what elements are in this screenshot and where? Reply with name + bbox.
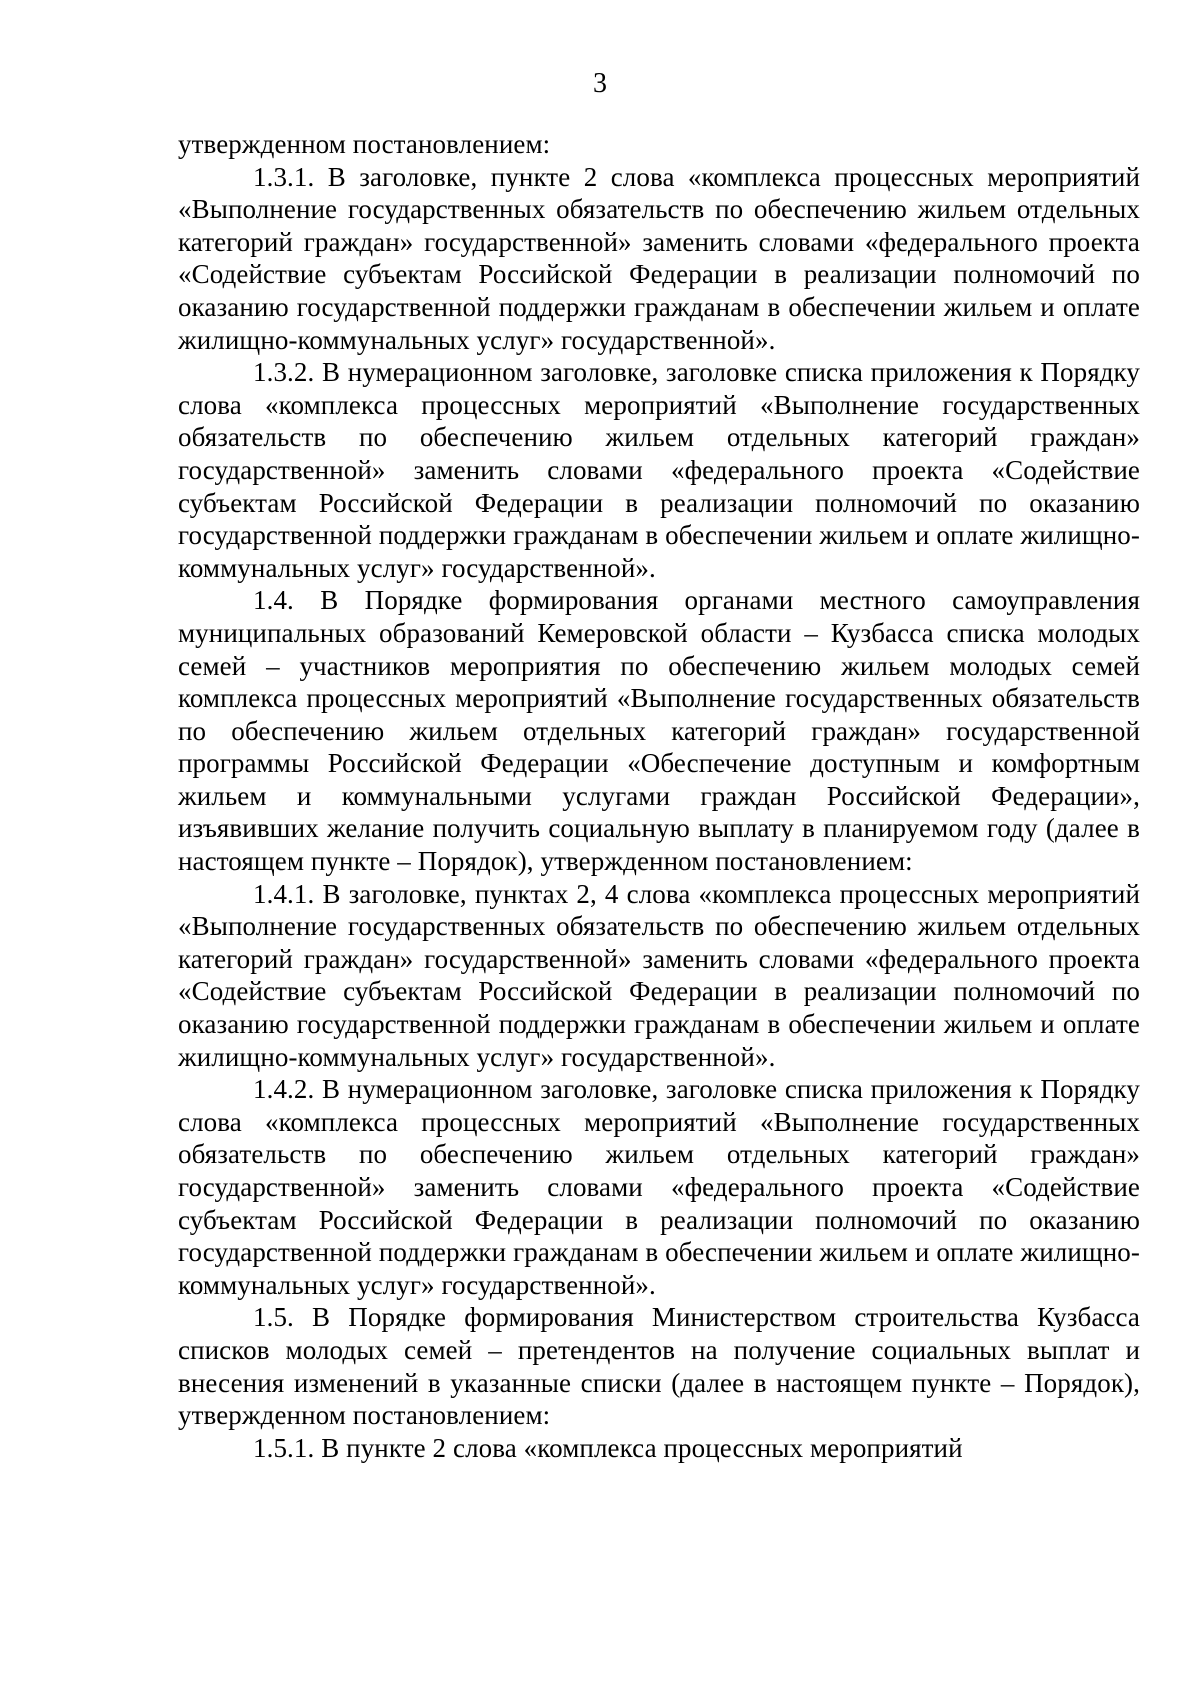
paragraph-1-4-1: 1.4.1. В заголовке, пунктах 2, 4 слова «комплекса процессных мероприятий «Выполнение государственных обязательств по обеспечению жильем отдельных категорий граждан» государственной» заменить словами «федерального проекта «Содействие субъектам Российской Федерации в реализации полномочий по оказанию государственной поддержки гражданам в обеспечении жильем и оплате жилищно-коммунальных услуг» государственной».: [178, 878, 1140, 1072]
document-body: [178, 128, 1140, 1464]
paragraph-continuation: утвержденном постановлением:: [178, 129, 551, 159]
paragraph-1-5-1: 1.5.1. В пункте 2 слова «комплекса процессных мероприятий: [253, 1432, 963, 1463]
paragraph-1-4-2: 1.4.2. В нумерационном заголовке, заголовке списка приложения к Порядку слова «комплекса процессных мероприятий «Выполнение государственных обязательств по обеспечению жильем отдельных категорий граждан» государственной» заменить словами «федерального проекта «Содействие субъектам Российской Федерации в реализации полномочий по оказанию государственной поддержки гражданам в обеспечении жильем и оплате жилищно-коммунальных услуг» государственной».: [178, 1074, 1140, 1300]
paragraph-1-4: 1.4. В Порядке формирования органами местного самоуправления муниципальных образований Кемеровской области – Кузбасса списка молодых семей – участников мероприятия по обеспечению жильем молодых семей комплекса процессных мероприятий «Выполнение государственных обязательств по обеспечению жильем отдельных категорий граждан» государственной программы Российской Федерации «Обеспечение доступным и комфортным жильем и коммунальными услугами граждан Российской Федерации», изъявивших желание получить социальную выплату в планируемом году (далее в настоящем пункте – Порядок), утвержденном постановлением:: [178, 585, 1140, 877]
paragraph-1-3-2: 1.3.2. В нумерационном заголовке, заголовке списка приложения к Порядку слова «комплекса процессных мероприятий «Выполнение государственных обязательств по обеспечению жильем отдельных категорий граждан» государственной» заменить словами «федерального проекта «Содействие субъектам Российской Федерации в реализации полномочий по оказанию государственной поддержки гражданам в обеспечении жильем и оплате жилищно-коммунальных услуг» государственной».: [178, 357, 1140, 583]
page-number: 3: [593, 68, 607, 99]
paragraph-1-3-1: 1.3.1. В заголовке, пункте 2 слова «комплекса процессных мероприятий «Выполнение государственных обязательств по обеспечению жильем отдельных категорий граждан» государственной» заменить словами «федерального проекта «Содействие субъектам Российской Федерации в реализации полномочий по оказанию государственной поддержки гражданам в обеспечении жильем и оплате жилищно-коммунальных услуг» государственной».: [178, 161, 1140, 355]
paragraph-1-5: 1.5. В Порядке формирования Министерством строительства Кузбасса списков молодых семей – претендентов на получение социальных выплат и внесения изменений в указанные списки (далее в настоящем пункте – Порядок), утвержденном постановлением:: [178, 1302, 1140, 1431]
